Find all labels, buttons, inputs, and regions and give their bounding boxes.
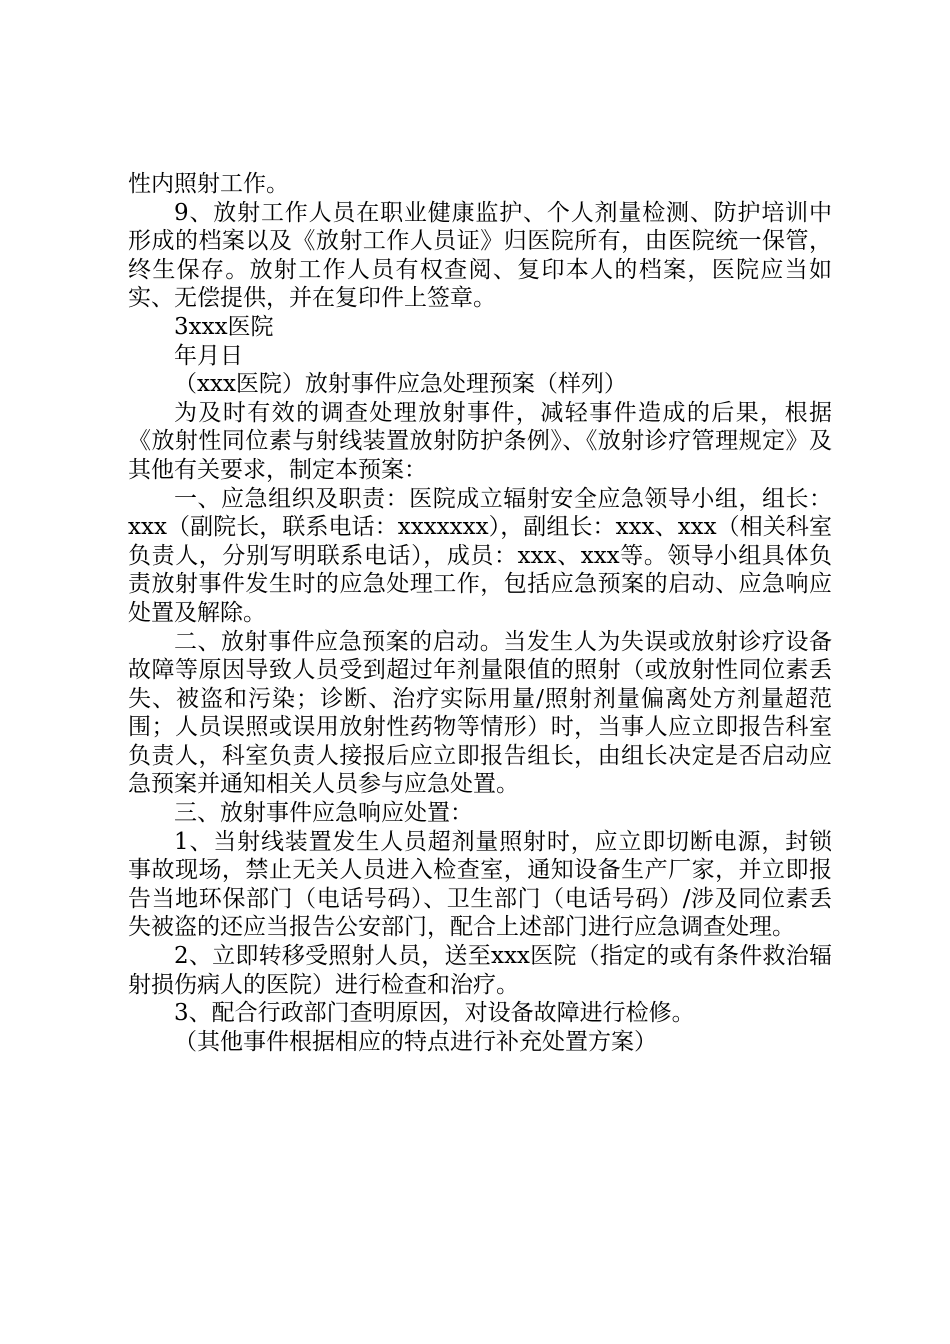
- signature-date: 年月日: [174, 342, 243, 369]
- paragraph-step-2: 2、立即转移受照射人员，送至xxx医院（指定的或有条件救治辐射损伤病人的医院）进行检查和治疗。: [128, 943, 832, 998]
- paragraph-step-3: 3、配合行政部门查明原因，对设备故障进行检修。: [174, 1000, 695, 1027]
- paragraph-intro: 为及时有效的调查处理放射事件，减轻事件造成的后果，根据《放射性同位素与射线装置放射防护条例》、《放射诊疗管理规定》及其他有关要求，制定本预案：: [128, 399, 832, 483]
- paragraph-section-1: 一、应急组织及职责：医院成立辐射安全应急领导小组，组长：xxx（副院长，联系电话：xxxxxxx），副组长：xxx、xxx（相关科室负责人，分别写明联系电话），成员：xxx、xxx等。领导小组具体负责放射事件发生时的应急处理工作，包括应急预案的启动、应急响应处置及解除。: [128, 485, 832, 626]
- paragraph-item-9: 9、放射工作人员在职业健康监护、个人剂量检测、防护培训中形成的档案以及《放射工作人员证》归医院所有，由医院统一保管，终生保存。放射工作人员有权查阅、复印本人的档案，医院应当如实、无偿提供，并在复印件上签章。: [128, 199, 832, 312]
- section-title: （xxx医院）放射事件应急处理预案（样列）: [174, 371, 627, 398]
- paragraph-continuation: 性内照射工作。: [128, 171, 289, 197]
- paragraph-section-2: 二、放射事件应急预案的启动。当发生人为失误或放射诊疗设备故障等原因导致人员受到超过年剂量限值的照射（或放射性同位素丢失、被盗和污染；诊断、治疗实际用量/照射剂量偏离处方剂量超范围；人员误照或误用放射性药物等情形）时，当事人应立即报告科室负责人，科室负责人接报后应立即报告组长，由组长决定是否启动应急预案并通知相关人员参与应急处置。: [128, 628, 832, 798]
- signature-org: 3xxx医院: [174, 313, 274, 340]
- paragraph-section-3-heading: 三、放射事件应急响应处置：: [174, 800, 473, 827]
- paragraph-note: （其他事件根据相应的特点进行补充处置方案）: [174, 1028, 657, 1055]
- document-page: [128, 170, 832, 1056]
- paragraph-step-1: 1、当射线装置发生人员超剂量照射时，应立即切断电源，封锁事故现场，禁止无关人员进入检查室，通知设备生产厂家，并立即报告当地环保部门（电话号码）、卫生部门（电话号码）/涉及同位素丢失被盗的还应当报告公安部门，配合上述部门进行应急调查处理。: [128, 828, 832, 941]
